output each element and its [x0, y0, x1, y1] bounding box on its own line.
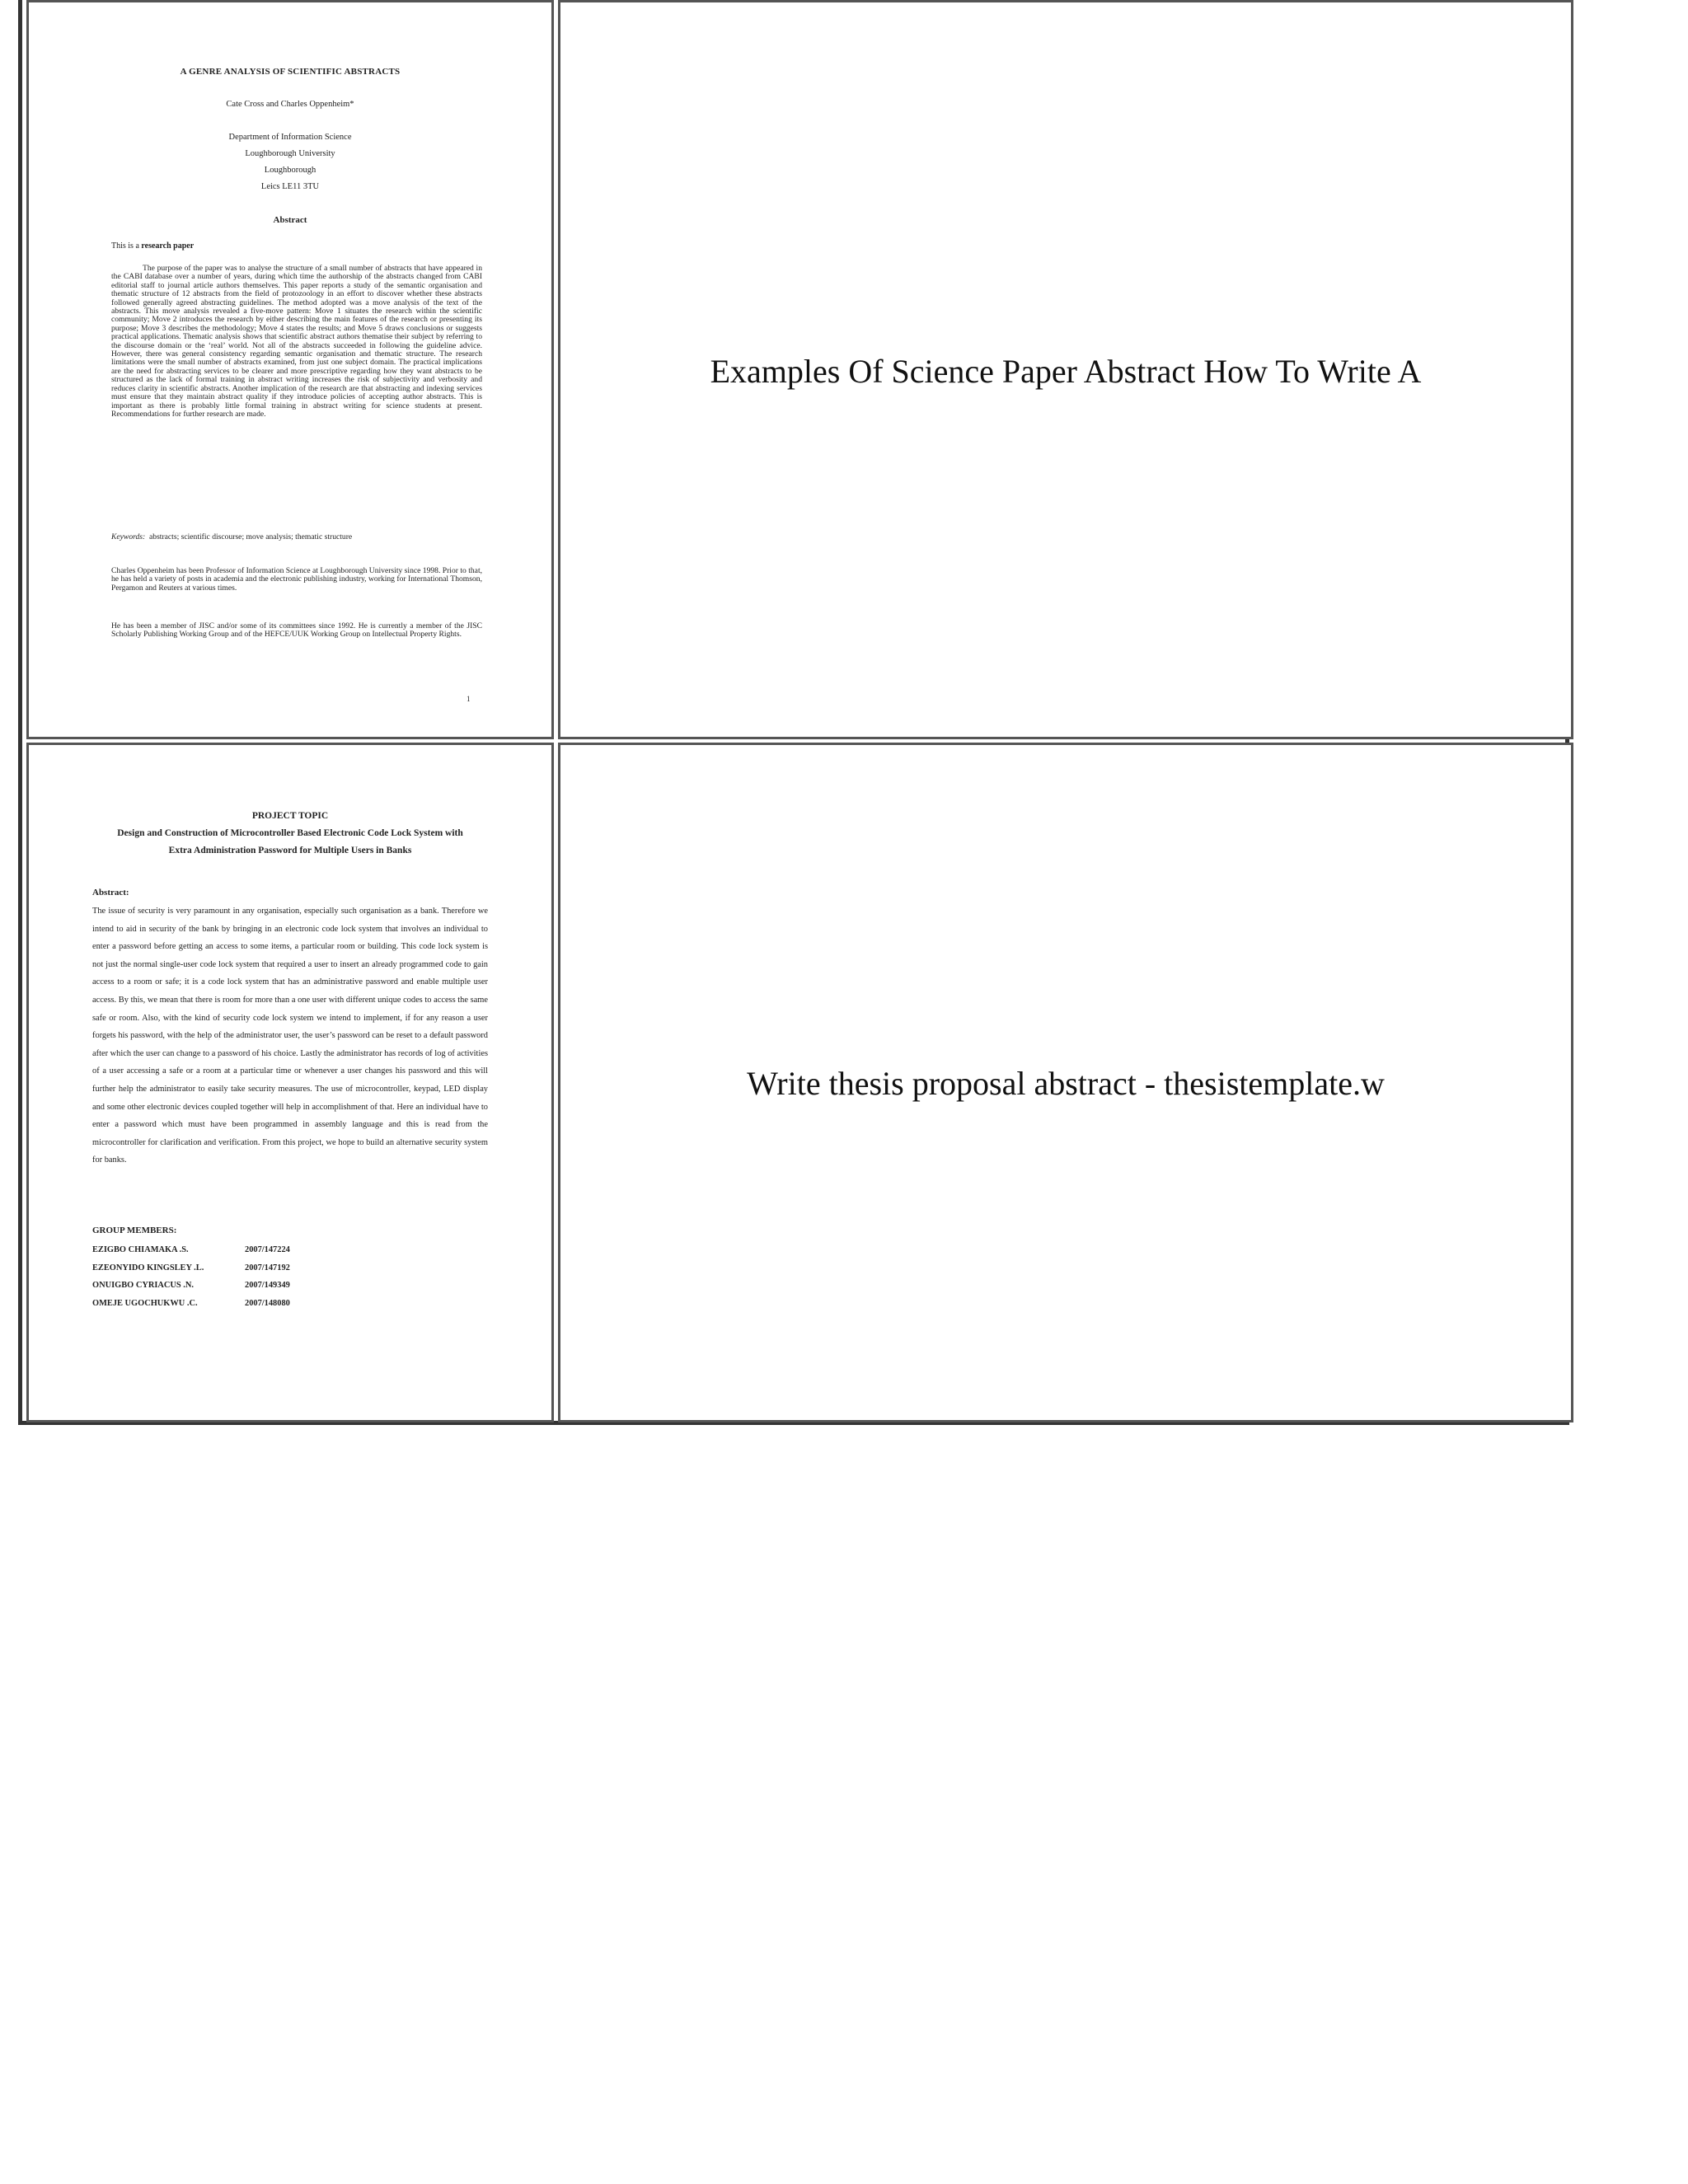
keywords-label: Keywords: — [111, 532, 146, 541]
doc-project-topic-line: Design and Construction of Microcontroller Based Electronic Code Lock System with — [117, 828, 463, 838]
caption-science-paper-abstract[interactable]: Examples Of Science Paper Abstract How To Write A — [710, 353, 1422, 390]
doc-bio-paragraph: Charles Oppenheim has been Professor of Information Science at Loughborough University since 1998. Prior to that, he has held a variety of posts in academia and the electronic publishing industry, working for International Thomson, Pergamon and Reuters at various times. — [111, 566, 483, 593]
doc-abstract-label: Abstract: — [92, 888, 129, 898]
doc-title: A GENRE ANALYSIS OF SCIENTIFIC ABSTRACTS — [180, 67, 401, 77]
thumbnail-project-topic[interactable] — [26, 743, 554, 1422]
doc-group-members-list — [92, 1241, 290, 1312]
caption-panel-science-abstract[interactable] — [558, 0, 1573, 739]
doc-abstract-text: The purpose of the paper was to analyse the structure of a small number of abstracts that have appeared in the CABI database over a number of years, during which time the authorship of the abstracts changed from CABI editorial staff to journal article authors themselves. This paper reports a study of the semantic organisation and thematic structure of 12 abstracts from the field of protozoology in an effort to discover whether these abstracts followed generally agreed abstracting guidelines. The method adopted was a move analysis of the text of the abstracts. This move analysis revealed a five-move pattern: Move 1 situates the research within the scientific community; Move 2 introduces the research by either describing the main features of the research or presenting its purpose; Move 3 describes the methodology; Move 4 states the results; and Move 5 draws conclusions or suggests practical applications. Thematic analysis shows that scientific abstract authors thematise their subject by referring to the discourse domain or the ‘real’ world. Not all of the abstracts succeeded in following the guideline advice. However, there was general consistency regarding semantic organisation and thematic structure. The research limitations were the small number of abstracts examined, from just one subject domain. The practical implications are the need for abstracting services to be clearer and more prescriptive regarding how they want abstracts to be structured as the lack of formal training in abstract writing increases the risk of subjectivity and verbosity and reduces clarity in scientific abstracts. Another implication of the research are that abstracting and indexing services must ensure that they maintain abstract quality if they introduce policies of accepting author abstracts. This is important as there is probably little formal training in abstract writing for science students at present. Recommendations for further research are made. — [111, 264, 482, 419]
member-name: EZEONYIDO KINGSLEY .L. — [92, 1263, 204, 1272]
paper-type-value: research paper — [141, 241, 195, 251]
doc-project-heading: PROJECT TOPIC — [251, 811, 329, 821]
member-id: 2007/148080 — [245, 1298, 290, 1308]
member-name: OMEJE UGOCHUKWU .C. — [92, 1298, 198, 1308]
member-name: EZIGBO CHIAMAKA .S. — [92, 1245, 189, 1254]
member-name: ONUIGBO CYRIACUS .N. — [92, 1281, 194, 1290]
doc-paper-type — [111, 242, 482, 251]
caption-thesis-proposal-abstract[interactable]: Write thesis proposal abstract - thesistemplate.w — [747, 1065, 1385, 1102]
member-row — [92, 1241, 290, 1259]
thumbnail-genre-analysis[interactable] — [26, 0, 554, 739]
paper-type-prefix: This is a — [111, 241, 142, 251]
member-row — [92, 1277, 290, 1295]
caption-panel-thesis-proposal[interactable] — [558, 743, 1573, 1422]
doc-keywords — [111, 533, 482, 541]
doc-abstract-text: The issue of security is very paramount in any organisation, especially such organisation as a bank. Therefore we intend to aid in security of the bank by bringing in an electronic code lock system that involves an individual to enter a password before getting an access to some items, a particular room or building. This code lock system is not just the normal single-user code lock system that required a user to insert an already programmed code to gain access to a room or safe; it is a code lock system that has an administrative password and enable multiple user access. By this, we mean that there is room for more than a one user with different unique codes to access the same safe or room. Also, with the kind of security code lock system we intend to implement, if for any reason a user forgets his password, with the help of the administrator user, the user’s password can be reset to a default password after which the user can change to a password of his choice. Lastly the administrator has records of log of activities of a user accessing a safe or a room at a particular time or whenever a user changes his password and this will further help the administrator to easily take security measures. The use of microcontroller, keypad, LED display and some other electronic devices coupled together will help in accomplishment of that. Here an individual have to enter a password which must have been programmed in assembly language and this is read from the microcontroller for clarification and verification. From this project, we hope to build an alternative security system for banks. — [92, 907, 488, 1165]
doc-affiliation-line: Loughborough University — [245, 149, 335, 158]
member-id: 2007/149349 — [245, 1281, 290, 1290]
doc-group-members-label: GROUP MEMBERS: — [92, 1226, 177, 1235]
doc-affiliation-line: Leics LE11 3TU — [260, 182, 320, 191]
doc-page-number: 1 — [467, 695, 471, 703]
doc-authors: Cate Cross and Charles Oppenheim* — [226, 100, 354, 109]
document-page-project-topic — [29, 745, 551, 1420]
doc-abstract-heading: Abstract — [273, 215, 307, 225]
member-id: 2007/147224 — [245, 1245, 290, 1254]
member-id: 2007/147192 — [245, 1263, 290, 1272]
member-row — [92, 1259, 290, 1277]
doc-affiliation-line: Department of Information Science — [228, 133, 352, 142]
doc-project-topic-line: Extra Administration Password for Multiple Users in Banks — [168, 846, 412, 855]
doc-bio-paragraph: He has been a member of JISC and/or some of its committees since 1992. He is currently a member of the JISC Scholarly Publishing Working Group and of the HEFCE/UUK Working Group on Intellectual Property Rights. — [111, 621, 482, 640]
member-row — [92, 1295, 290, 1313]
keywords-value: abstracts; scientific discourse; move analysis; thematic structure — [149, 532, 353, 541]
document-page-genre-analysis — [29, 2, 551, 737]
doc-affiliation-line: Loughborough — [264, 166, 316, 175]
